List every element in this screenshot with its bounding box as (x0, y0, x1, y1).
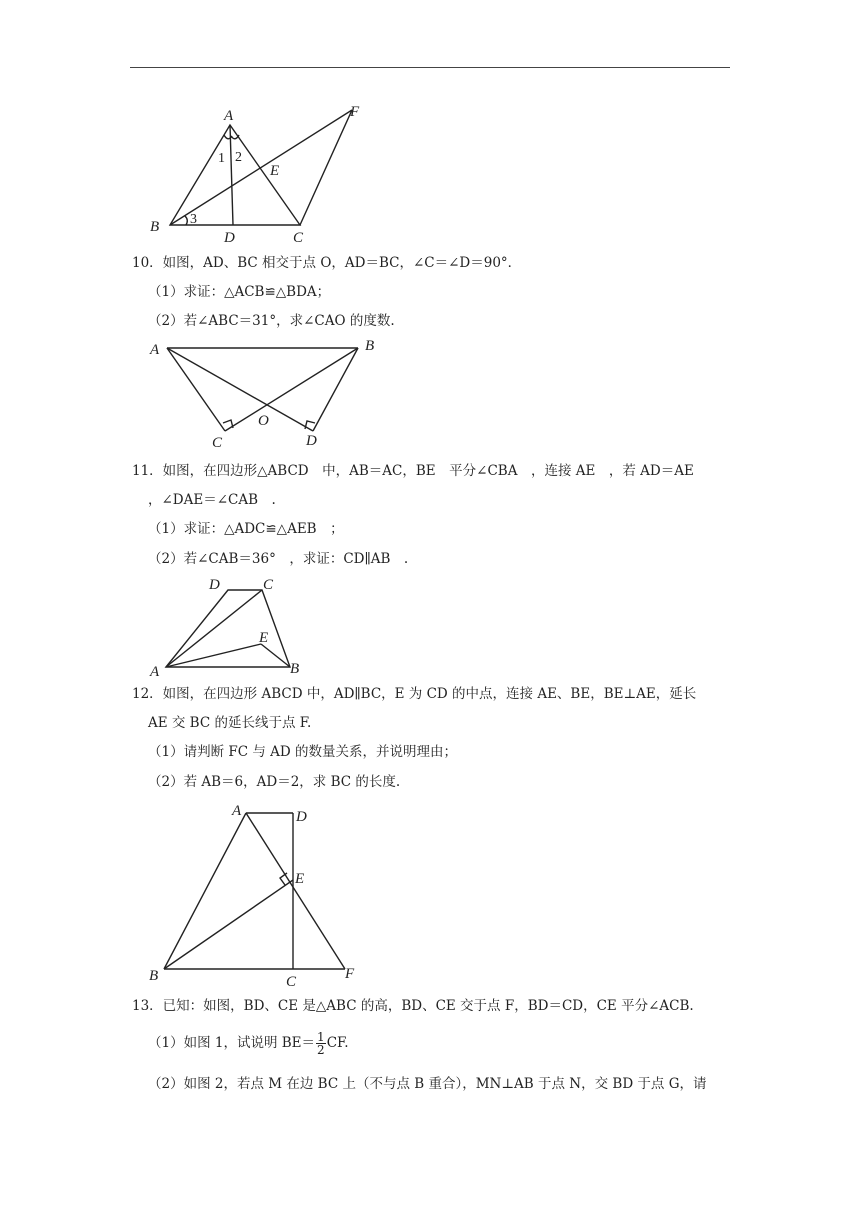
fraction-denominator: 2 (317, 1043, 325, 1057)
label-3: 3 (190, 212, 197, 227)
label-2: 2 (235, 150, 242, 165)
figure-q10 (140, 335, 390, 450)
label-e: E (270, 163, 280, 179)
label-c: C (286, 974, 297, 990)
quadrilateral-abcd (166, 590, 290, 667)
q11-stem-line2: ，∠DAE＝∠CAB . (148, 492, 276, 508)
q12-stem-line2: AE 交 BC 的延长线于点 F. (148, 715, 312, 731)
label-d: D (306, 433, 317, 449)
altitude-ad (230, 125, 233, 225)
label-b: B (290, 661, 300, 677)
q13-part1-suffix: CF. (326, 1035, 349, 1051)
q11-part2: （2）若∠CAB＝36° ，求证：CD∥AB . (148, 551, 409, 567)
label-f: F (350, 104, 360, 120)
label-1: 1 (218, 151, 225, 166)
q13-stem: 13．已知：如图，BD、CE 是△ABC 的高，BD、CE 交于点 F，BD＝CD，CE 平分∠ACB. (132, 998, 694, 1014)
label-o: O (258, 413, 269, 429)
label-d: D (224, 230, 235, 246)
segment-bd (313, 348, 358, 431)
label-d: D (209, 577, 220, 593)
label-a: A (232, 803, 242, 819)
segment-be (164, 880, 293, 969)
triangle-abc (170, 125, 300, 225)
figure-q12 (140, 800, 380, 992)
label-c: C (263, 577, 274, 593)
segment-ac (167, 348, 225, 431)
figure-q9 (140, 100, 380, 250)
figure-q11 (140, 572, 320, 682)
fraction-numerator: 1 (317, 1030, 325, 1044)
fraction-one-half (316, 1031, 326, 1056)
label-a: A (224, 108, 234, 124)
label-a: A (150, 342, 160, 358)
q12-part2: （2）若 AB＝6，AD＝2，求 BC 的长度. (148, 774, 401, 790)
segment-af (246, 813, 345, 969)
label-b: B (149, 968, 159, 984)
label-c: C (212, 435, 223, 451)
label-b: B (150, 219, 160, 235)
angle-mark-3 (185, 216, 187, 225)
q10-part2: （2）若∠ABC＝31°，求∠CAO 的度数. (148, 313, 395, 329)
label-e: E (295, 871, 305, 887)
label-f: F (345, 966, 355, 982)
segment-ab (164, 813, 246, 969)
label-c: C (293, 230, 304, 246)
header-rule (130, 67, 730, 68)
q13-part1 (148, 1031, 748, 1056)
q11-stem-line1: 11．如图，在四边形△ABCD 中，AB＝AC，BE 平分∠CBA ，连接 AE ，若 AD＝AE (132, 463, 694, 479)
q13-part1-prefix: （1）如图 1，试说明 BE＝ (148, 1035, 316, 1051)
label-d: D (296, 809, 307, 825)
q10-stem: 10．如图，AD、BC 相交于点 O，AD＝BC，∠C＝∠D＝90°． (132, 255, 522, 271)
segment-bf (170, 110, 352, 225)
q12-stem-line1: 12．如图，在四边形 ABCD 中，AD∥BC，E 为 CD 的中点，连接 AE、BE，BE⊥AE，延长 (132, 686, 697, 702)
q10-part1: （1）求证：△ACB≌△BDA； (148, 284, 331, 300)
label-e: E (259, 630, 269, 646)
q11-part1: （1）求证：△ADC≌△AEB ； (148, 521, 344, 537)
label-a: A (150, 664, 160, 680)
q13-part2: （2）如图 2，若点 M 在边 BC 上（不与点 B 重合），MN⊥AB 于点 N，交 BD 于点 G，请 (148, 1076, 707, 1092)
label-b: B (365, 338, 375, 354)
q12-part1: （1）请判断 FC 与 AD 的数量关系，并说明理由； (148, 744, 458, 760)
